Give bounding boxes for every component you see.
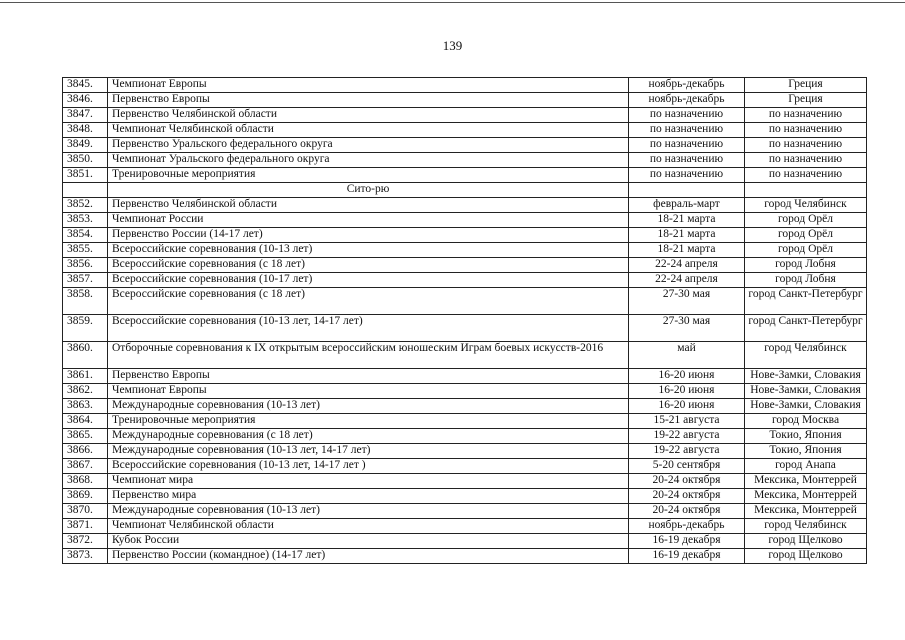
row-number: 3845. xyxy=(63,78,108,93)
event-place: город Челябинск xyxy=(745,519,867,534)
event-date: 18-21 марта xyxy=(629,228,745,243)
event-date: по назначению xyxy=(629,138,745,153)
event-date: 5-20 сентября xyxy=(629,459,745,474)
event-name: Всероссийские соревнования (с 18 лет) xyxy=(108,288,629,315)
row-number: 3866. xyxy=(63,444,108,459)
event-place: город Орёл xyxy=(745,213,867,228)
event-date: 18-21 марта xyxy=(629,213,745,228)
row-number: 3846. xyxy=(63,93,108,108)
event-place: город Щелково xyxy=(745,549,867,564)
event-name: Всероссийские соревнования (10-13 лет, 14-17 лет ) xyxy=(108,459,629,474)
table-row xyxy=(63,459,867,474)
event-date: 16-20 июня xyxy=(629,384,745,399)
event-date: 22-24 апреля xyxy=(629,273,745,288)
row-number: 3870. xyxy=(63,504,108,519)
event-place: город Челябинск xyxy=(745,198,867,213)
table-row xyxy=(63,384,867,399)
event-place: Нове-Замки, Словакия xyxy=(745,384,867,399)
row-number: 3849. xyxy=(63,138,108,153)
event-date: май xyxy=(629,342,745,369)
event-name: Отборочные соревнования к IX открытым всероссийским юношеским Играм боевых искусств-2016 xyxy=(108,342,629,369)
event-date: по назначению xyxy=(629,123,745,138)
event-place: Мексика, Монтеррей xyxy=(745,489,867,504)
event-name: Первенство России (14-17 лет) xyxy=(108,228,629,243)
table-row xyxy=(63,549,867,564)
event-place: Греция xyxy=(745,93,867,108)
event-name: Всероссийские соревнования (10-17 лет) xyxy=(108,273,629,288)
section-title: Сито-рю xyxy=(108,183,629,198)
section-empty-cell xyxy=(629,183,745,198)
row-number: 3869. xyxy=(63,489,108,504)
event-date: 27-30 мая xyxy=(629,288,745,315)
event-place: город Санкт-Петербург xyxy=(745,288,867,315)
event-place: по назначению xyxy=(745,153,867,168)
row-number: 3861. xyxy=(63,369,108,384)
table-row xyxy=(63,399,867,414)
schedule-table-body xyxy=(63,78,867,564)
event-name: Чемпионат Челябинской области xyxy=(108,123,629,138)
row-number: 3871. xyxy=(63,519,108,534)
event-place: Греция xyxy=(745,78,867,93)
event-date: 27-30 мая xyxy=(629,315,745,342)
row-number: 3873. xyxy=(63,549,108,564)
event-date: 22-24 апреля xyxy=(629,258,745,273)
event-name: Чемпионат мира xyxy=(108,474,629,489)
event-date: 20-24 октября xyxy=(629,474,745,489)
event-name: Всероссийские соревнования (10-13 лет) xyxy=(108,243,629,258)
event-date: 16-20 июня xyxy=(629,369,745,384)
event-name: Первенство Европы xyxy=(108,369,629,384)
event-date: 20-24 октября xyxy=(629,504,745,519)
table-row xyxy=(63,273,867,288)
event-place: по назначению xyxy=(745,108,867,123)
section-empty-cell xyxy=(63,183,108,198)
event-place: по назначению xyxy=(745,123,867,138)
event-place: по назначению xyxy=(745,138,867,153)
event-name: Чемпионат Европы xyxy=(108,78,629,93)
event-place: город Щелково xyxy=(745,534,867,549)
table-row xyxy=(63,78,867,93)
table-row xyxy=(63,342,867,369)
event-name: Первенство России (командное) (14-17 лет) xyxy=(108,549,629,564)
event-name: Первенство Европы xyxy=(108,93,629,108)
table-row xyxy=(63,258,867,273)
row-number: 3847. xyxy=(63,108,108,123)
event-name: Первенство Челябинской области xyxy=(108,198,629,213)
event-name: Чемпионат Европы xyxy=(108,384,629,399)
row-number: 3872. xyxy=(63,534,108,549)
event-place: Токио, Япония xyxy=(745,444,867,459)
table-row xyxy=(63,444,867,459)
table-row xyxy=(63,123,867,138)
table-row xyxy=(63,315,867,342)
row-number: 3858. xyxy=(63,288,108,315)
row-number: 3851. xyxy=(63,168,108,183)
event-date: 20-24 октября xyxy=(629,489,745,504)
table-row xyxy=(63,369,867,384)
row-number: 3864. xyxy=(63,414,108,429)
event-name: Всероссийские соревнования (10-13 лет, 14-17 лет) xyxy=(108,315,629,342)
table-row xyxy=(63,474,867,489)
table-row xyxy=(63,213,867,228)
event-place: Мексика, Монтеррей xyxy=(745,474,867,489)
event-date: 19-22 августа xyxy=(629,444,745,459)
event-name: Тренировочные мероприятия xyxy=(108,414,629,429)
event-place: город Орёл xyxy=(745,228,867,243)
event-name: Первенство Уральского федерального округа xyxy=(108,138,629,153)
table-row xyxy=(63,489,867,504)
event-place: город Санкт-Петербург xyxy=(745,315,867,342)
event-date: 16-19 декабря xyxy=(629,534,745,549)
table-row xyxy=(63,93,867,108)
row-number: 3853. xyxy=(63,213,108,228)
row-number: 3862. xyxy=(63,384,108,399)
event-date: 19-22 августа xyxy=(629,429,745,444)
row-number: 3859. xyxy=(63,315,108,342)
event-place: Мексика, Монтеррей xyxy=(745,504,867,519)
event-place: город Москва xyxy=(745,414,867,429)
table-row xyxy=(63,414,867,429)
event-place: город Лобня xyxy=(745,273,867,288)
row-number: 3850. xyxy=(63,153,108,168)
event-place: город Анапа xyxy=(745,459,867,474)
table-row xyxy=(63,228,867,243)
row-number: 3856. xyxy=(63,258,108,273)
event-date: 15-21 августа xyxy=(629,414,745,429)
table-row xyxy=(63,519,867,534)
page-number: 139 xyxy=(442,38,463,53)
event-date: ноябрь-декабрь xyxy=(629,78,745,93)
event-name: Тренировочные мероприятия xyxy=(108,168,629,183)
schedule-table xyxy=(62,77,867,564)
event-place: город Челябинск xyxy=(745,342,867,369)
row-number: 3868. xyxy=(63,474,108,489)
section-empty-cell xyxy=(745,183,867,198)
event-place: город Лобня xyxy=(745,258,867,273)
event-name: Первенство Челябинской области xyxy=(108,108,629,123)
table-row xyxy=(63,504,867,519)
event-date: по назначению xyxy=(629,108,745,123)
row-number: 3848. xyxy=(63,123,108,138)
row-number: 3867. xyxy=(63,459,108,474)
event-date: 18-21 марта xyxy=(629,243,745,258)
event-place: Нове-Замки, Словакия xyxy=(745,369,867,384)
table-row xyxy=(63,138,867,153)
event-date: ноябрь-декабрь xyxy=(629,519,745,534)
row-number: 3857. xyxy=(63,273,108,288)
row-number: 3860. xyxy=(63,342,108,369)
event-place: Токио, Япония xyxy=(745,429,867,444)
table-row xyxy=(63,429,867,444)
event-name: Международные соревнования (10-13 лет) xyxy=(108,504,629,519)
table-row xyxy=(63,198,867,213)
event-place: по назначению xyxy=(745,168,867,183)
table-row xyxy=(63,243,867,258)
event-name: Всероссийские соревнования (с 18 лет) xyxy=(108,258,629,273)
table-row xyxy=(63,108,867,123)
event-date: февраль-март xyxy=(629,198,745,213)
event-name: Международные соревнования (10-13 лет, 14-17 лет) xyxy=(108,444,629,459)
table-row xyxy=(63,534,867,549)
row-number: 3852. xyxy=(63,198,108,213)
event-name: Международные соревнования (10-13 лет) xyxy=(108,399,629,414)
event-date: по назначению xyxy=(629,153,745,168)
table-row xyxy=(63,288,867,315)
event-date: 16-20 июня xyxy=(629,399,745,414)
event-place: город Орёл xyxy=(745,243,867,258)
event-name: Чемпионат России xyxy=(108,213,629,228)
row-number: 3855. xyxy=(63,243,108,258)
event-date: по назначению xyxy=(629,168,745,183)
event-name: Первенство мира xyxy=(108,489,629,504)
event-date: 16-19 декабря xyxy=(629,549,745,564)
event-name: Чемпионат Уральского федерального округа xyxy=(108,153,629,168)
table-row xyxy=(63,153,867,168)
row-number: 3863. xyxy=(63,399,108,414)
page-top-rule xyxy=(0,2,905,3)
event-name: Международные соревнования (с 18 лет) xyxy=(108,429,629,444)
section-row xyxy=(63,183,867,198)
row-number: 3865. xyxy=(63,429,108,444)
event-place: Нове-Замки, Словакия xyxy=(745,399,867,414)
event-name: Кубок России xyxy=(108,534,629,549)
event-name: Чемпионат Челябинской области xyxy=(108,519,629,534)
event-date: ноябрь-декабрь xyxy=(629,93,745,108)
table-row xyxy=(63,168,867,183)
row-number: 3854. xyxy=(63,228,108,243)
